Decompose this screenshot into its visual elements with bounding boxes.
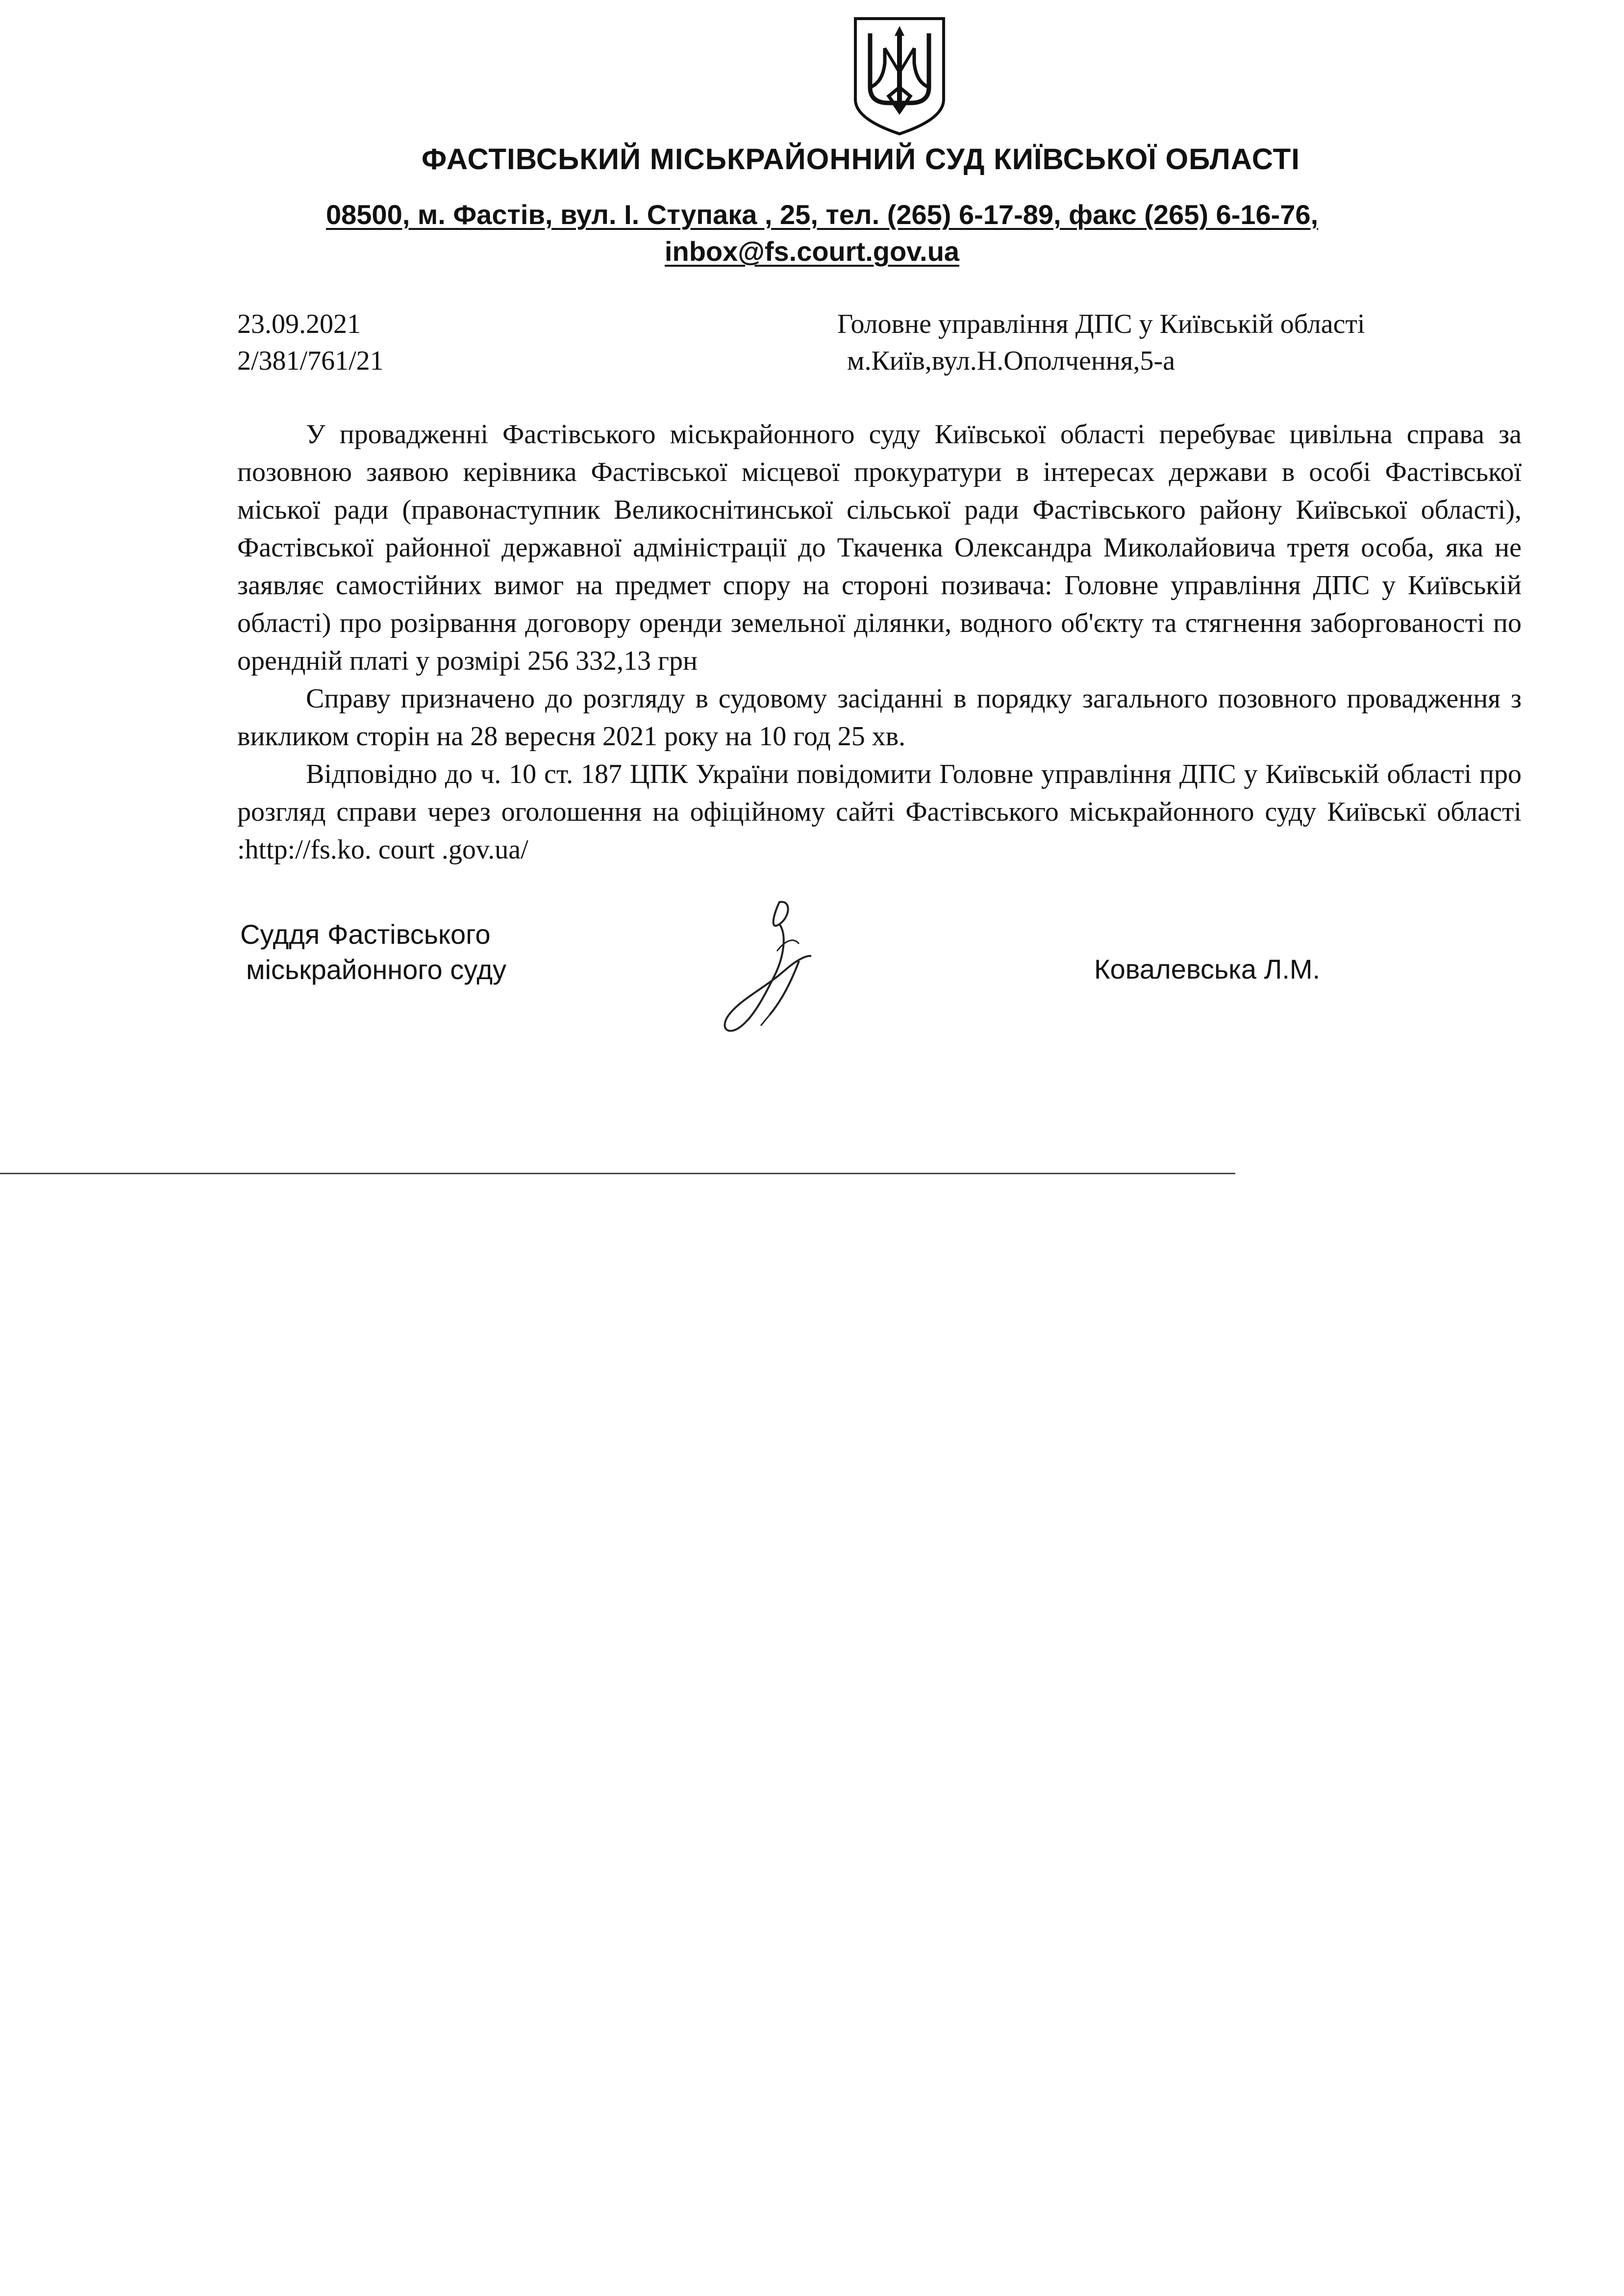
trident-emblem-icon bbox=[850, 14, 949, 136]
letter-body bbox=[237, 416, 1522, 869]
court-address: 08500, м. Фастів, вул. І. Ступака , 25, тел. (265) 6-17-89, факс (265) 6-16-76, bbox=[326, 199, 1319, 230]
recipient-address: м.Київ,вул.Н.Ополчення,5-а bbox=[847, 346, 1175, 376]
body-paragraph-hearing: Справу призначено до розгляду в судовому засіданні в порядку загального позовного провадження з викликом сторін на 28 вересня 2021 року на 10 год 25 хв. bbox=[237, 683, 1522, 752]
body-paragraph-case: У провадженні Фастівського міськрайонного суду Київської області перебуває цивільна справа за позовною заявою керівника Фастівської місцевої прокуратури в інтересах держави в особі Фастівської міської ради (правонаступник Великоснітинської сільської ради Фастівського району Київської області), Фастівської районної державної адміністрації до Ткаченка Олександра Миколайовича третя особа, яка не заявляє самостійних вимог на предмет спору на стороні позивача: Головне управління ДПС у Київській області) про розірвання договору оренди земельної ділянки, водного об'єкту та стягнення заборгованості по орендній платі у розмірі 256 332,13 грн bbox=[237, 419, 1522, 676]
court-name: ФАСТІВСЬКИЙ МІСЬКРАЙОННИЙ СУД КИЇВСЬКОЇ ОБЛАСТІ bbox=[422, 143, 1300, 176]
judge-name: Ковалевська Л.М. bbox=[1094, 954, 1321, 984]
judge-title-line1: Суддя Фастівського bbox=[240, 919, 491, 950]
recipient-name: Головне управління ДПС у Київській області bbox=[837, 309, 1365, 339]
court-email: inbox@fs.court.gov.ua bbox=[664, 236, 960, 267]
judge-title-line2: міськрайонного суду bbox=[246, 954, 507, 985]
judge-title bbox=[240, 917, 506, 987]
body-paragraph-notice: Відповідно до ч. 10 ст. 187 ЦПК України повідомити Головне управління ДПС у Київській області про розгляд справи через оголошення на офіційному сайті Фастівського міськрайонного суду Київськї області :http://fs.ko. court .gov.ua/ bbox=[237, 759, 1522, 865]
handwritten-signature-icon bbox=[706, 897, 843, 1044]
page-divider bbox=[0, 1173, 1235, 1174]
case-number: 2/381/761/21 bbox=[237, 346, 384, 376]
document-date: 23.09.2021 bbox=[237, 309, 361, 339]
